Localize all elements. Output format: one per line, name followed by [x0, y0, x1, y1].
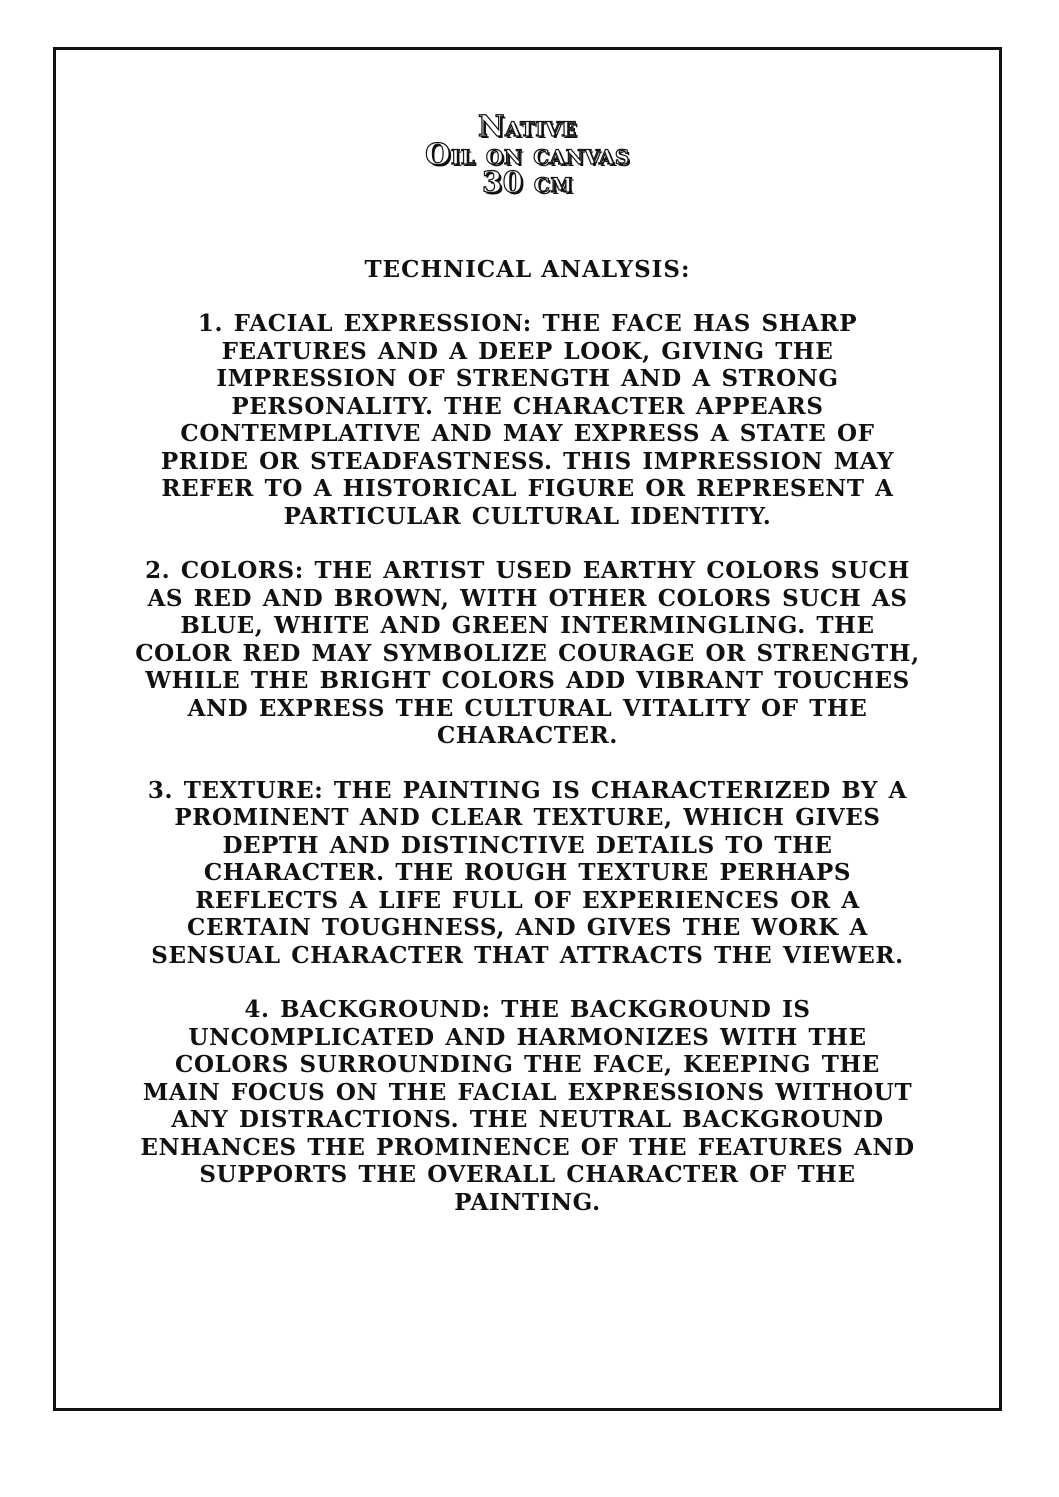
analysis-point-facial-expression: 1. FACIAL EXPRESSION: THE FACE HAS SHARP FEATURES AND A DEEP LOOK, GIVING THE IMPRESSION OF STRENGTH AND A STRONG PERSONALITY. THE CHARACTER APPEARS CONTEMPLATIVE AND MAY EXPRESS A STATE OF PRIDE OR STEADFASTNESS. THIS IMPRESSION MAY REFER TO A HISTORICAL FIGURE OR REPRESENT A PARTICULAR CULTURAL IDENTITY.	[160, 310, 895, 530]
document-content	[56, 109, 999, 1216]
analysis-heading: TECHNICAL ANALYSIS:	[364, 256, 691, 283]
artwork-medium: Oil on canvas	[425, 137, 630, 171]
analysis-point-texture: 3. TEXTURE: THE PAINTING IS CHARACTERIZED BY A PROMINENT AND CLEAR TEXTURE, WHICH GIVES DEPTH AND DISTINCTIVE DETAILS TO THE CHARACTER. THE ROUGH TEXTURE PERHAPS REFLECTS A LIFE FULL OF EXPERIENCES OR A CERTAIN TOUGHNESS, AND GIVES THE WORK A SENSUAL CHARACTER THAT ATTRACTS THE VIEWER.	[147, 776, 908, 969]
page-border-frame	[53, 47, 1002, 1411]
artwork-title: Native	[478, 109, 577, 143]
analysis-point-background: 4. BACKGROUND: THE BACKGROUND IS UNCOMPLICATED AND HARMONIZES WITH THE COLORS SURROUNDING THE FACE, KEEPING THE MAIN FOCUS ON THE FACIAL EXPRESSIONS WITHOUT ANY DISTRACTIONS. THE NEUTRAL BACKGROUND ENHANCES THE PROMINENCE OF THE FEATURES AND SUPPORTS THE OVERALL CHARACTER OF THE PAINTING.	[140, 996, 915, 1216]
artwork-size: 30 cm	[481, 165, 573, 199]
analysis-point-colors: 2. COLORS: THE ARTIST USED EARTHY COLORS SUCH AS RED AND BROWN, WITH OTHER COLORS SUCH AS BLUE, WHITE AND GREEN INTERMINGLING. THE COLOR RED MAY SYMBOLIZE COURAGE OR STRENGTH, WHILE THE BRIGHT COLORS ADD VIBRANT TOUCHES AND EXPRESS THE CULTURAL VITALITY OF THE CHARACTER.	[135, 557, 920, 749]
artwork-header	[56, 109, 999, 199]
